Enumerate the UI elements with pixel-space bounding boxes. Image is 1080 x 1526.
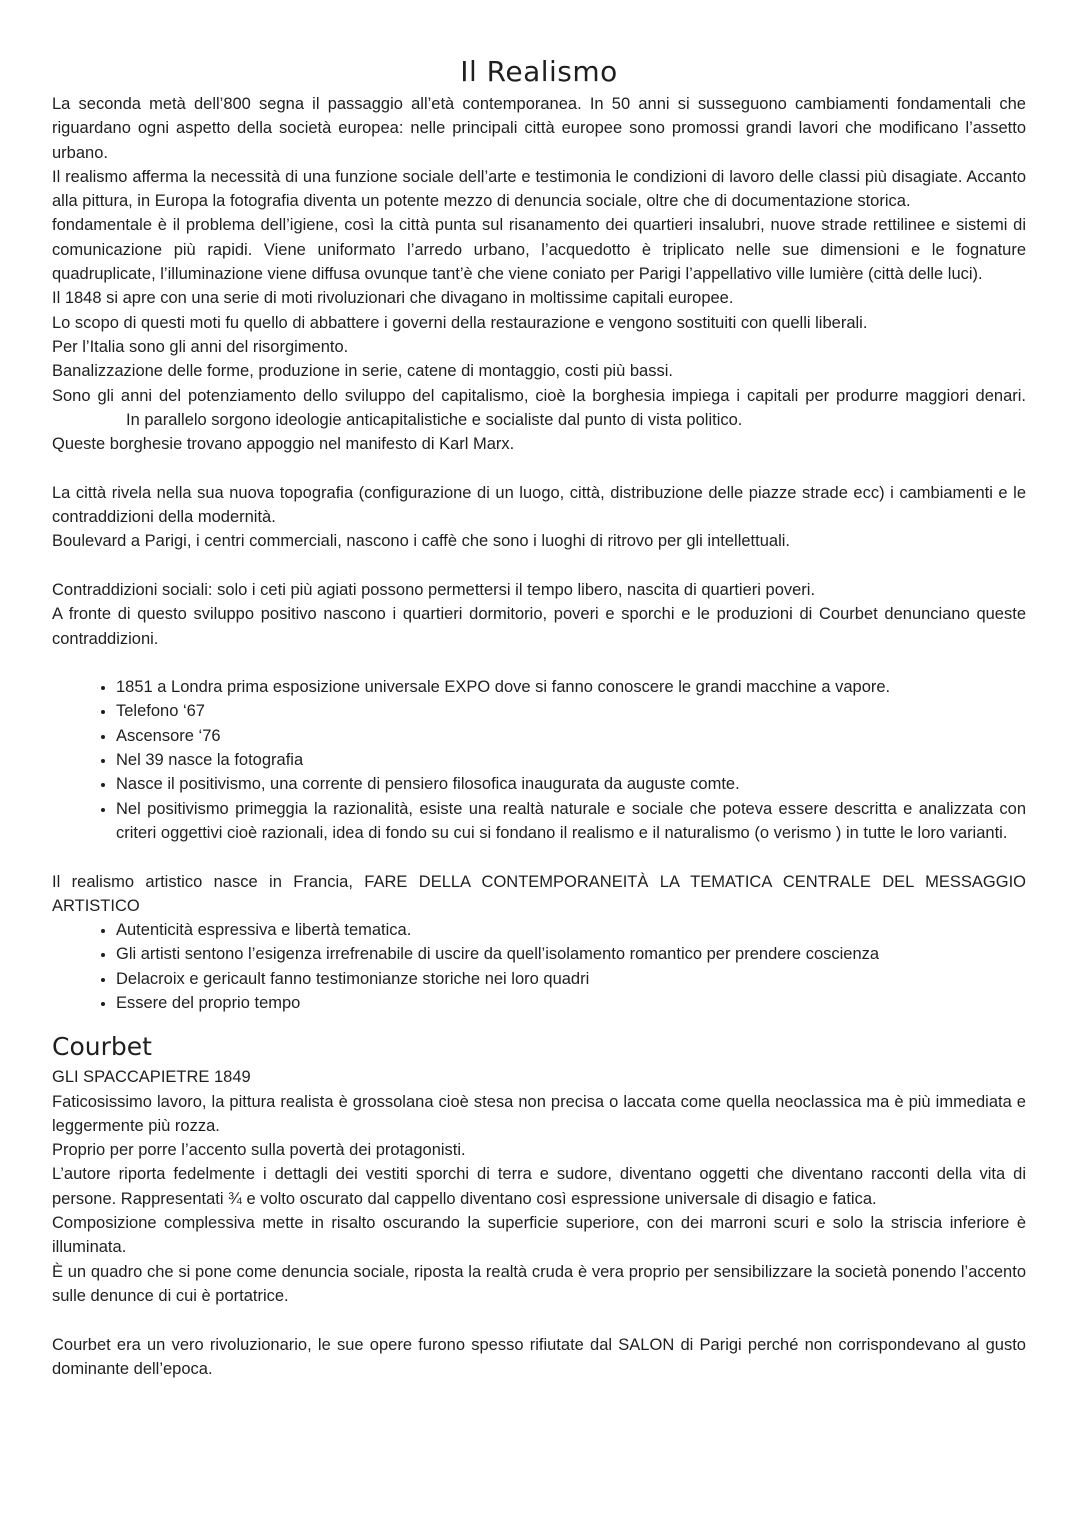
capitalism-parallel-text: In parallelo sorgono ideologie anticapitalistiche e socialiste dal punto di vista politico.: [126, 410, 743, 429]
list-item: • Nasce il positivismo, una corrente di pensiero filosofica inaugurata da auguste comte.: [116, 772, 1026, 796]
paragraph: La città rivela nella sua nuova topografia (configurazione di un luogo, città, distribuzione delle piazze strade ecc) i cambiamenti e le contraddizioni della modernità.: [52, 483, 1026, 527]
spacer: [52, 651, 1026, 675]
list-item: • Nel positivismo primeggia la razionalità, esiste una realtà naturale e sociale che poteva essere descritta e analizzata con criteri oggettivi cioè razionali, idea di fondo su cui si fondano il realismo e il naturalismo (o verismo ) in tutte le loro varianti.: [116, 797, 1026, 846]
paragraph: È un quadro che si pone come denuncia sociale, riposta la realtà cruda è vera proprio per sensibilizzare la società ponendo l’accento sulle denunce di cui è portatrice.: [52, 1262, 1026, 1305]
paragraph: La seconda metà dell’800 segna il passaggio all’età contemporanea. In 50 anni si susseguono cambiamenti fondamentali che riguardano ogni aspetto della società europea: nelle principali città europee sono promossi grandi lavori che modificano l’assetto urbano.: [52, 95, 1026, 162]
paragraph: Contraddizioni sociali: solo i ceti più agiati possono permettersi il tempo libero, nascita di quartieri poveri.: [52, 580, 816, 599]
paragraph: Faticosissimo lavoro, la pittura realista è grossolana cioè stesa non precisa o laccata come quella neoclassica ma è più immediata e leggermente più rozza.: [52, 1092, 1026, 1135]
document-page: [52, 52, 1026, 1381]
list-item: • Nel 39 nasce la fotografia: [116, 748, 1026, 772]
paragraph: Il realismo artistico nasce in Francia, FARE DELLA CONTEMPORANEITÀ LA TEMATICA CENTRALE DEL MESSAGGIO ARTISTICO: [52, 872, 1026, 915]
paragraph: GLI SPACCAPIETRE 1849: [52, 1068, 251, 1087]
spacer: [52, 1308, 1026, 1332]
paragraph: Composizione complessiva mette in risalto oscurando la superficie superiore, con dei marroni scuri e solo la striscia inferiore è illuminata.: [52, 1214, 1026, 1257]
page-title: Il Realismo: [460, 55, 618, 88]
list-item: • Gli artisti sentono l’esigenza irrefrenabile di uscire da quell’isolamento romantico per prendere coscienza: [116, 942, 1026, 966]
paragraph: Courbet era un vero rivoluzionario, le sue opere furono spesso rifiutate dal SALON di Parigi perché non corrispondevano al gusto dominante dell’epoca.: [52, 1335, 1026, 1378]
paragraph: Banalizzazione delle forme, produzione in serie, catene di montaggio, costi più bassi.: [52, 362, 673, 381]
paragraph: Il realismo afferma la necessità di una funzione sociale dell’arte e testimonia le condizioni di lavoro delle classi più disagiate. Accanto alla pittura, in Europa la fotografia diventa un potente mezzo di denuncia sociale, oltre che di documentazione storica.: [52, 167, 1026, 211]
paragraph: Lo scopo di questi moti fu quello di abbattere i governi della restaurazione e vengono sostituiti con quelli liberali.: [52, 313, 868, 332]
list-item: • Ascensore ‘76: [116, 724, 1026, 748]
spacer: [52, 845, 1026, 869]
capitalism-text: Sono gli anni del potenziamento dello sviluppo del capitalismo, cioè la borghesia impiega i capitali per produrre maggiori denari.: [52, 386, 1026, 405]
section-heading-courbet: Courbet: [52, 1032, 152, 1062]
paragraph: Boulevard a Parigi, i centri commerciali, nascono i caffè che sono i luoghi di ritrovo per gli intellettuali.: [52, 532, 790, 551]
paragraph-capitalism: [52, 384, 1026, 433]
list-item: • Delacroix e gericault fanno testimonianze storiche nei loro quadri: [116, 967, 1026, 991]
paragraph: Proprio per porre l’accento sulla povertà dei protagonisti.: [52, 1141, 466, 1160]
paragraph: L’autore riporta fedelmente i dettagli dei vestiti sporchi di terra e sudore, diventano oggetti che diventano racconti della vita di persone. Rappresentati ¾ e volto oscurato dal cappello diventano così espressione universale di disagio e fatica.: [52, 1165, 1026, 1208]
paragraph: Per l’Italia sono gli anni del risorgimento.: [52, 337, 349, 356]
spacer: [52, 554, 1026, 578]
spacer: [52, 456, 1026, 480]
list-item: • Telefono ‘67: [116, 699, 1026, 723]
bullet-list-realism: [52, 918, 1026, 1015]
paragraph: Queste borghesie trovano appoggio nel manifesto di Karl Marx.: [52, 435, 515, 454]
list-item: • Autenticità espressiva e libertà tematica.: [116, 918, 1026, 942]
list-item: • 1851 a Londra prima esposizione universale EXPO dove si fanno conoscere le grandi macchine a vapore.: [116, 675, 1026, 699]
paragraph: A fronte di questo sviluppo positivo nascono i quartieri dormitorio, poveri e sporchi e le produzioni di Courbet denunciano queste contraddizioni.: [52, 605, 1026, 648]
bullet-list-innovations: [52, 675, 1026, 845]
paragraph: fondamentale è il problema dell’igiene, così la città punta sul risanamento dei quartieri insalubri, nuove strade rettilinee e sistemi di comunicazione più rapidi. Viene uniformato l’arredo urbano, l’acquedotto è triplicato nelle sue dimensioni e le fognature quadruplicate, l’illuminazione viene diffusa ovunque tant’è che viene coniato per Parigi l’appellativo ville lumière (città delle luci).: [52, 216, 1026, 284]
list-item: • Essere del proprio tempo: [116, 991, 1026, 1015]
paragraph: Il 1848 si apre con una serie di moti rivoluzionari che divagano in moltissime capitali europee.: [52, 289, 734, 308]
